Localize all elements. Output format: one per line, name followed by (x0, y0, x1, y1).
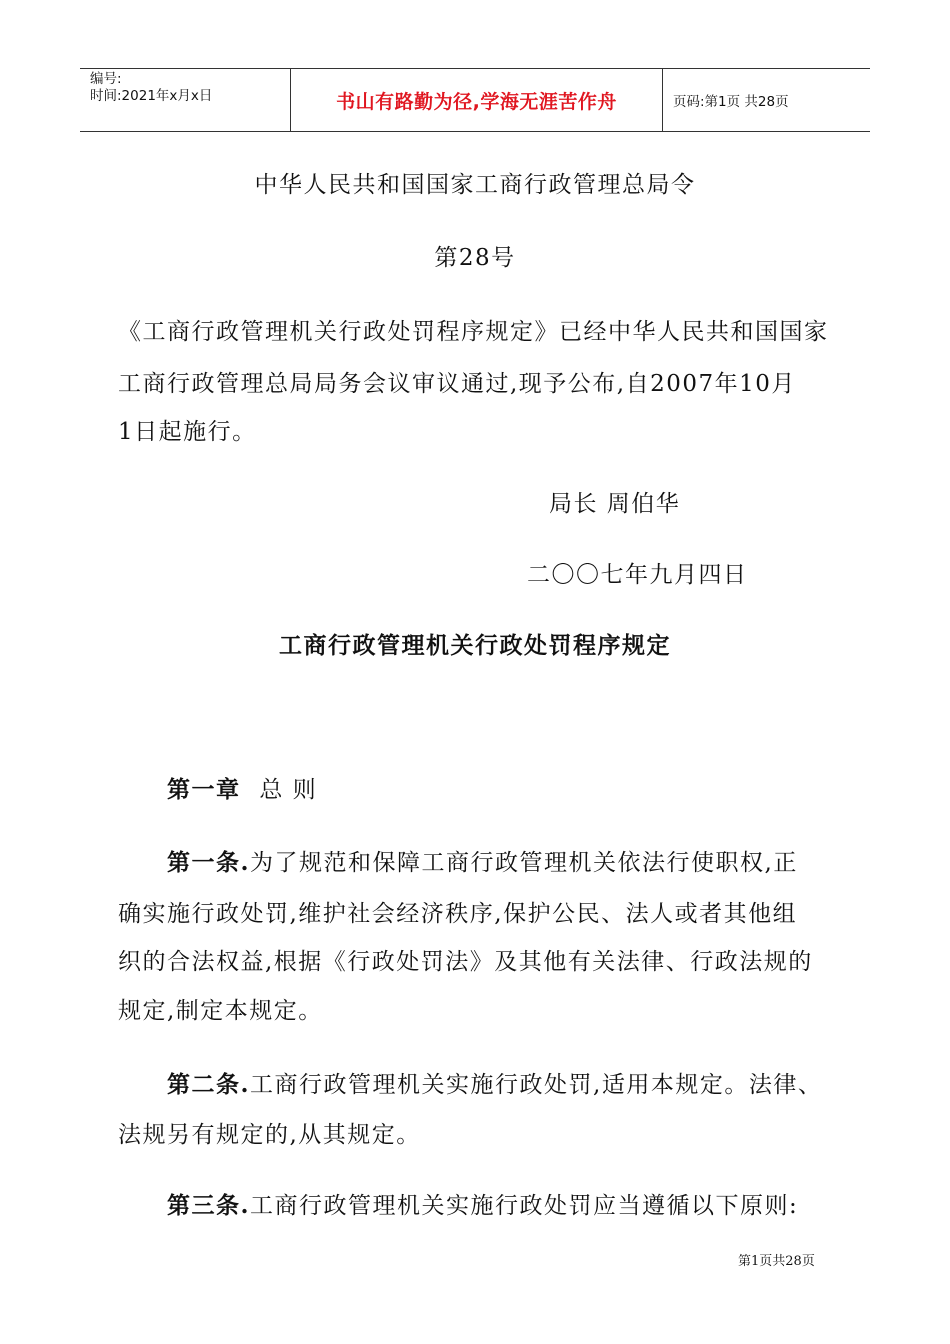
decree-body-line-1: 《工商行政管理机关行政处罚程序规定》已经中华人民共和国国家 (118, 319, 829, 345)
article-1-line-4: 规定,制定本规定。 (118, 998, 323, 1024)
article-2-text: 工商行政管理机关实施行政处罚,适用本规定。法律、 (250, 1072, 823, 1098)
decree-body-line-2: 工商行政管理总局局务会议审议通过,现予公布,自2007年10月 (118, 371, 796, 397)
decree-title: 中华人民共和国国家工商行政管理总局令 (254, 172, 696, 198)
article-1-line-2: 确实施行政处罚,维护社会经济秩序,保护公民、法人或者其他组 (118, 901, 798, 927)
regulation-title: 工商行政管理机关行政处罚程序规定 (279, 632, 671, 659)
article-1-text: 为了规范和保障工商行政管理机关依法行使职权,正 (250, 850, 798, 876)
decree-number: 第28号 (434, 245, 516, 271)
header-time-label: 时间:2021年x月x日 (90, 88, 213, 104)
article-2-first-line (167, 1066, 822, 1099)
decree-date: 二〇〇七年九月四日 (527, 562, 748, 588)
article-1-label: 第一条. (167, 849, 251, 876)
article-3-first-line (167, 1187, 798, 1220)
header-number-label: 编号: (90, 71, 122, 87)
article-2-label: 第二条. (167, 1071, 251, 1098)
article-3-text: 工商行政管理机关实施行政处罚应当遵循以下原则: (250, 1193, 799, 1219)
header-motto: 书山有路勤为径,学海无涯苦作舟 (291, 69, 663, 131)
header-meta (80, 69, 291, 131)
article-2-line-2: 法规另有规定的,从其规定。 (118, 1122, 421, 1148)
document-header (80, 68, 870, 132)
decree-signer: 局长 周伯华 (549, 491, 681, 517)
article-1-line-3: 织的合法权益,根据《行政处罚法》及其他有关法律、行政法规的 (118, 949, 813, 975)
header-page-label: 页码:第1页 共28页 (673, 94, 789, 110)
article-3-label: 第三条. (167, 1192, 251, 1219)
chapter-label: 第一章 (167, 776, 241, 803)
decree-body-line-3: 1日起施行。 (118, 419, 257, 445)
chapter-heading (167, 771, 317, 804)
article-1-first-line (167, 844, 798, 877)
chapter-title: 总 则 (259, 777, 318, 803)
footer-page-number: 第1页共28页 (738, 1254, 815, 1269)
